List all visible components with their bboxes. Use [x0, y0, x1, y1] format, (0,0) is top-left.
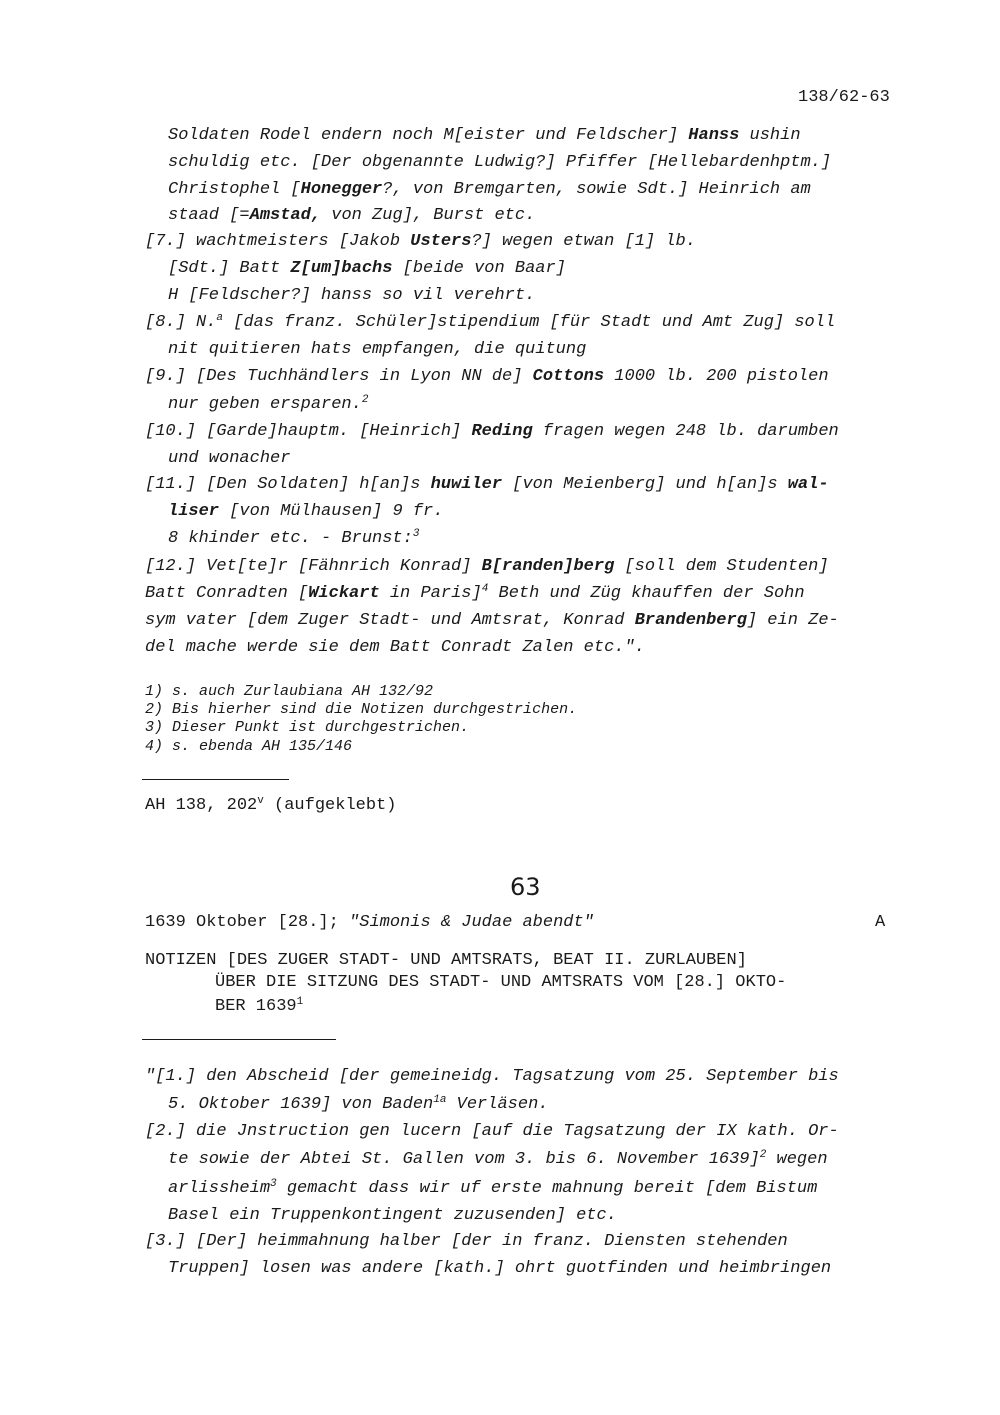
footnote-marker: 4 [481, 583, 489, 595]
text-segment: 8 khinder etc. - Brunst: [168, 529, 413, 548]
doc62-line [145, 422, 839, 442]
text-segment: [11.] [Den Soldaten] h[an]s [145, 475, 431, 494]
text-segment: ?, von Bremgarten, sowie Sdt.] Heinrich am [382, 180, 811, 199]
doc62-line [145, 638, 645, 658]
text-segment: von Zug], Burst etc. [321, 206, 536, 225]
title-rule [142, 1039, 336, 1040]
footnote: 4) s. ebenda AH 135/146 [145, 738, 353, 755]
doc63-line [145, 1067, 839, 1087]
doc63-line [168, 1150, 828, 1170]
doc62-line [145, 557, 829, 577]
doc62-line [145, 475, 829, 495]
document-title-line [145, 951, 747, 971]
footnote: 3) Dieser Punkt ist durchgestrichen. [145, 719, 470, 736]
separator-rule [142, 779, 289, 780]
text-segment: [3.] [Der] heimmahnung halber [der in franz. Diensten stehenden [145, 1232, 788, 1251]
bold-name: liser [168, 502, 220, 521]
footnote-marker: 3 [412, 528, 420, 540]
bold-name: Cottons [532, 367, 605, 386]
text-segment: BER 1639 [215, 997, 297, 1016]
text-segment: te sowie der Abtei St. Gallen vom 3. bis 6. November 1639] [168, 1150, 760, 1169]
bold-name: Z[um]bachs [290, 259, 393, 278]
bold-name: Brandenberg [634, 611, 747, 630]
footnote-marker: 2 [361, 394, 369, 406]
bold-name: Reding [471, 422, 533, 441]
doc62-line [168, 206, 535, 226]
text-segment: gemacht dass wir uf erste mahnung bereit [dem Bistum [276, 1179, 818, 1198]
footnote-marker: a [216, 312, 224, 324]
text-segment: [von Meienberg] und h[an]s [502, 475, 788, 494]
document-date: 1639 Oktober [28.]; "Simonis & Judae abendt" [145, 913, 594, 932]
bold-name: huwiler [430, 475, 503, 494]
text-segment: sym vater [dem Zuger Stadt- und Amtsrat, Konrad [145, 611, 635, 630]
text-segment: NOTIZEN [DES ZUGER STADT- UND AMTSRATS, BEAT II. ZURLAUBEN] [145, 951, 747, 970]
doc63-line [168, 1095, 548, 1115]
text-segment: Truppen] losen was andere [kath.] ohrt guotfinden und heimbringen [168, 1259, 832, 1278]
doc63-line [145, 1122, 839, 1142]
doc62-line [168, 502, 443, 522]
doc63-line [168, 1206, 617, 1226]
bold-name: Usters [410, 232, 472, 251]
doc62-line [168, 153, 831, 173]
document-number: 63 [510, 873, 541, 901]
bold-name: Honegger [300, 180, 383, 199]
doc62-line [168, 259, 566, 279]
text-segment: [2.] die Jnstruction gen lucern [auf die Tagsatzung der IX kath. Or- [145, 1122, 839, 1141]
bold-name: Wickart [308, 584, 380, 603]
text-segment: [8.] N. [145, 313, 217, 332]
text-segment: [10.] [Garde]hauptm. [Heinrich] [145, 422, 472, 441]
bold-name: B[randen]berg [481, 557, 615, 576]
text-segment: Christophel [ [168, 180, 301, 199]
text-segment: [9.] [Des Tuchhändlers in Lyon NN de] [145, 367, 533, 386]
text-segment: ] ein Ze- [746, 611, 839, 630]
text-segment: [beide von Baar] [392, 259, 566, 278]
text-segment: [7.] wachtmeisters [Jakob [145, 232, 411, 251]
doc62-line [168, 449, 290, 469]
text-segment: [12.] Vet[te]r [Fähnrich Konrad] [145, 557, 482, 576]
doc62-line [168, 180, 811, 200]
doc62-line [168, 286, 535, 306]
doc63-line [168, 1259, 831, 1279]
doc62-line [145, 584, 805, 604]
text-segment: ?] wegen etwan [1] lb. [471, 232, 696, 251]
bold-name: Amstad, [249, 206, 322, 225]
text-segment: Basel ein Truppenkontingent zuzusenden] etc. [168, 1206, 617, 1225]
footnote: 2) Bis hierher sind die Notizen durchgestrichen. [145, 701, 578, 718]
doc63-line [168, 1179, 817, 1199]
doc62-line [145, 611, 839, 631]
text-segment: ÜBER DIE SITZUNG DES STADT- UND AMTSRATS VOM [28.] OKTO- [215, 973, 787, 992]
text-segment: "[1.] den Abscheid [der gemeineidg. Tagsatzung vom 25. September bis [145, 1067, 839, 1086]
text-segment: 1000 lb. 200 pistolen [604, 367, 829, 386]
bold-name: Hanss [688, 126, 740, 145]
text-segment: Batt Conradten [ [145, 584, 309, 603]
doc62-line [168, 529, 419, 549]
text-segment: [Sdt.] Batt [168, 259, 291, 278]
page-reference: 138/62-63 [798, 88, 890, 107]
text-segment: [das franz. Schüler]stipendium [für Stadt und Amt Zug] soll [223, 313, 836, 332]
text-segment: Verläsen. [446, 1095, 549, 1114]
document-title-line [215, 997, 303, 1017]
text-segment: [von Mülhausen] 9 fr. [219, 502, 444, 521]
text-segment: und wonacher [168, 449, 291, 468]
doc62-line [168, 395, 368, 415]
text-segment: del mache werde sie dem Batt Conradt Zalen etc.". [145, 638, 645, 657]
text-segment: staad [= [168, 206, 250, 225]
text-segment: ushin [739, 126, 801, 145]
doc63-line [145, 1232, 788, 1252]
doc62-line [168, 340, 586, 360]
doc62-line [145, 313, 835, 333]
text-segment: arlissheim [168, 1179, 271, 1198]
text-segment: in Paris] [379, 584, 482, 603]
footnote-marker: 1 [296, 996, 304, 1008]
text-segment: Soldaten Rodel endern noch M[eister und Feldscher] [168, 126, 689, 145]
doc62-line [168, 126, 801, 146]
text-segment: schuldig etc. [Der obgenannte Ludwig?] Pfiffer [Hellebardenhptm.] [168, 153, 832, 172]
bold-name: wal- [787, 475, 829, 494]
doc62-line [145, 367, 829, 387]
footnote-marker: 1a [433, 1094, 447, 1106]
document-title-line [215, 973, 786, 993]
text-segment: [soll dem Studenten] [614, 557, 829, 576]
text-segment: Beth und Züg khauffen der Sohn [488, 584, 805, 603]
source-reference: AH 138, 202$^v$ (aufgeklebt) [145, 795, 397, 815]
doc62-line [145, 232, 696, 252]
text-segment: fragen wegen 248 lb. darumben [532, 422, 839, 441]
text-segment: nur geben ersparen. [168, 395, 362, 414]
footnote-marker: 2 [759, 1149, 767, 1161]
footnote: 1) s. auch Zurlaubiana AH 132/92 [145, 683, 434, 700]
footnote-marker: 3 [270, 1178, 277, 1190]
text-segment: 5. Oktober 1639] von Baden [168, 1095, 434, 1114]
text-segment: nit quitieren hats empfangen, die quitung [168, 340, 587, 359]
text-segment: H [Feldscher?] hanss so vil verehrt. [168, 286, 536, 305]
document-grade: A [875, 913, 886, 932]
text-segment: wegen [766, 1150, 828, 1169]
